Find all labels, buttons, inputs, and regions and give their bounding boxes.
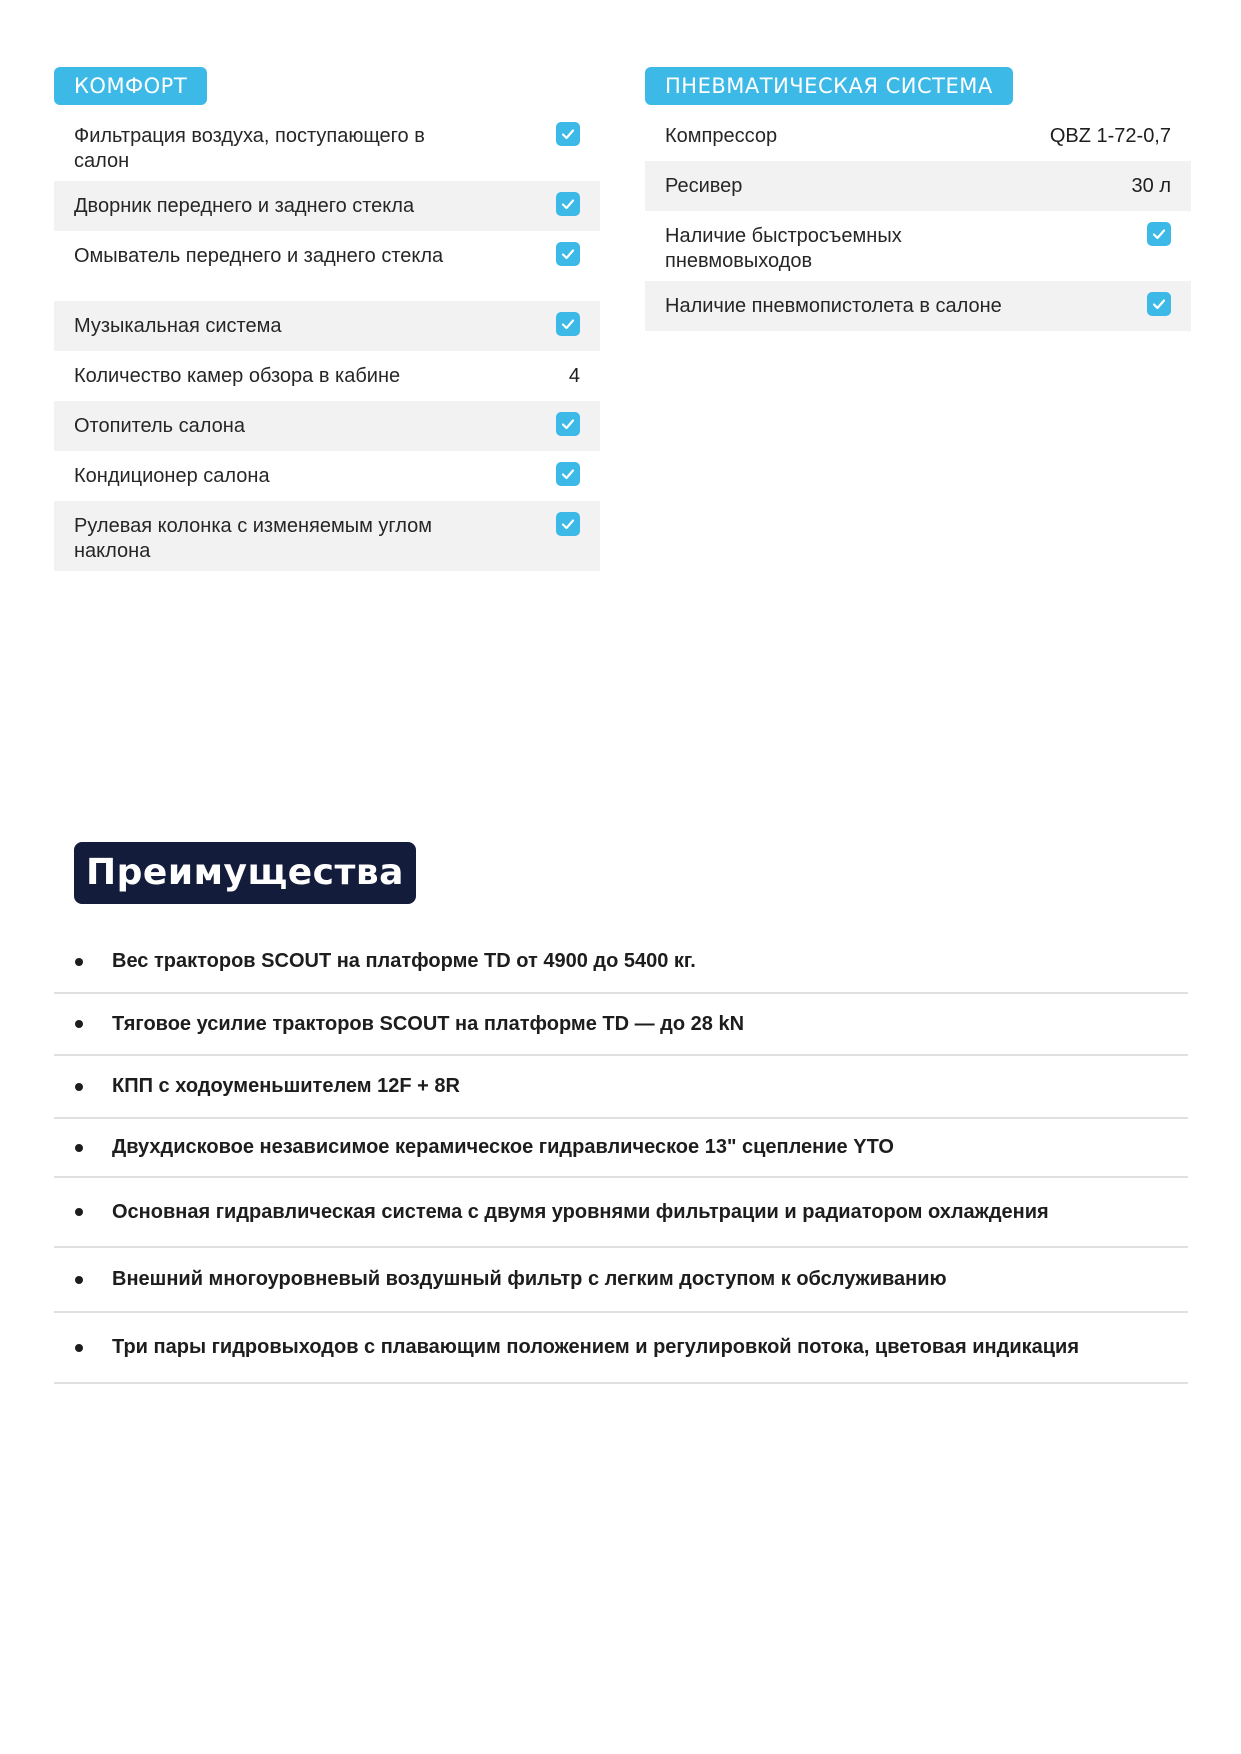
- pneumatic-section: [645, 67, 1191, 331]
- checkbox-checked-icon: [556, 242, 580, 266]
- advantage-text: КПП с ходоуменьшителем 12F + 8R: [112, 1075, 460, 1097]
- comfort-row: [54, 501, 600, 571]
- advantages-list: [54, 927, 1188, 1384]
- advantage-text: Внешний многоуровневый воздушный фильтр с легким доступом к обслуживанию: [112, 1268, 947, 1290]
- row-value: 4: [568, 365, 580, 387]
- bullet-icon: [75, 1144, 83, 1152]
- comfort-row: [54, 301, 600, 351]
- checkbox-checked-icon: [1147, 292, 1171, 316]
- row-label: Омыватель переднего и заднего стекла: [74, 245, 444, 267]
- advantage-item: [54, 1056, 1188, 1119]
- bullet-icon: [75, 958, 83, 966]
- row-label: Кондиционер салона: [74, 465, 270, 487]
- comfort-section: [54, 67, 600, 571]
- row-label: Музыкальная система: [74, 315, 282, 337]
- row-label: Количество камер обзора в кабине: [74, 365, 401, 387]
- comfort-rows: [54, 111, 600, 571]
- advantage-text: Вес тракторов SCOUT на платформе TD от 4900 до 5400 кг.: [112, 950, 696, 972]
- advantage-item: [54, 1119, 1188, 1178]
- comfort-row: [54, 231, 600, 301]
- pneumatic-row: [645, 211, 1191, 281]
- row-value: QBZ 1-72-0,7: [1049, 125, 1171, 147]
- row-value: 30 л: [1131, 175, 1171, 197]
- row-label: Отопитель салона: [74, 415, 245, 437]
- comfort-title: КОМФОРТ: [54, 67, 207, 105]
- pneumatic-rows: [645, 111, 1191, 331]
- pneumatic-title: ПНЕВМАТИЧЕСКАЯ СИСТЕМА: [645, 67, 1013, 105]
- checkbox-checked-icon: [556, 312, 580, 336]
- advantage-text: Три пары гидровыходов с плавающим положением и регулировкой потока, цветовая индикация: [112, 1336, 1080, 1358]
- advantage-text: Двухдисковое независимое керамическое гидравлическое 13" сцепление YTO: [112, 1136, 894, 1158]
- advantage-item: [54, 1178, 1188, 1248]
- comfort-row: [54, 351, 600, 401]
- row-label: Компрессор: [665, 125, 778, 147]
- comfort-row: [54, 401, 600, 451]
- row-label: Рулевая колонка с изменяемым углом наклона: [74, 515, 433, 562]
- comfort-row: [54, 111, 600, 181]
- row-label: Фильтрация воздуха, поступающего в салон: [74, 125, 425, 172]
- checkbox-checked-icon: [556, 462, 580, 486]
- checkbox-checked-icon: [556, 412, 580, 436]
- checkbox-checked-icon: [556, 192, 580, 216]
- checkbox-checked-icon: [1147, 222, 1171, 246]
- bullet-icon: [75, 1344, 83, 1352]
- row-label: Наличие быстросъемных пневмовыходов: [665, 225, 902, 272]
- bullet-icon: [75, 1276, 83, 1284]
- pneumatic-row: [645, 161, 1191, 211]
- comfort-row: [54, 451, 600, 501]
- pneumatic-row: [645, 281, 1191, 331]
- checkbox-checked-icon: [556, 122, 580, 146]
- advantage-item: [54, 927, 1188, 994]
- advantage-item: [54, 994, 1188, 1056]
- bullet-icon: [75, 1208, 83, 1216]
- row-label: Дворник переднего и заднего стекла: [74, 195, 415, 217]
- row-label: Ресивер: [665, 175, 743, 197]
- advantages-title: Преимущества: [74, 842, 416, 904]
- advantage-item: [54, 1248, 1188, 1313]
- advantage-text: Тяговое усилие тракторов SCOUT на платформе TD — до 28 kN: [112, 1012, 745, 1035]
- advantage-item: [54, 1313, 1188, 1384]
- advantage-text: Основная гидравлическая система с двумя уровнями фильтрации и радиатором охлаждения: [112, 1200, 1049, 1223]
- pneumatic-row: [645, 111, 1191, 161]
- comfort-row: [54, 181, 600, 231]
- bullet-icon: [75, 1083, 83, 1091]
- bullet-icon: [75, 1020, 83, 1028]
- row-label: Наличие пневмопистолета в салоне: [665, 295, 1002, 317]
- checkbox-checked-icon: [556, 512, 580, 536]
